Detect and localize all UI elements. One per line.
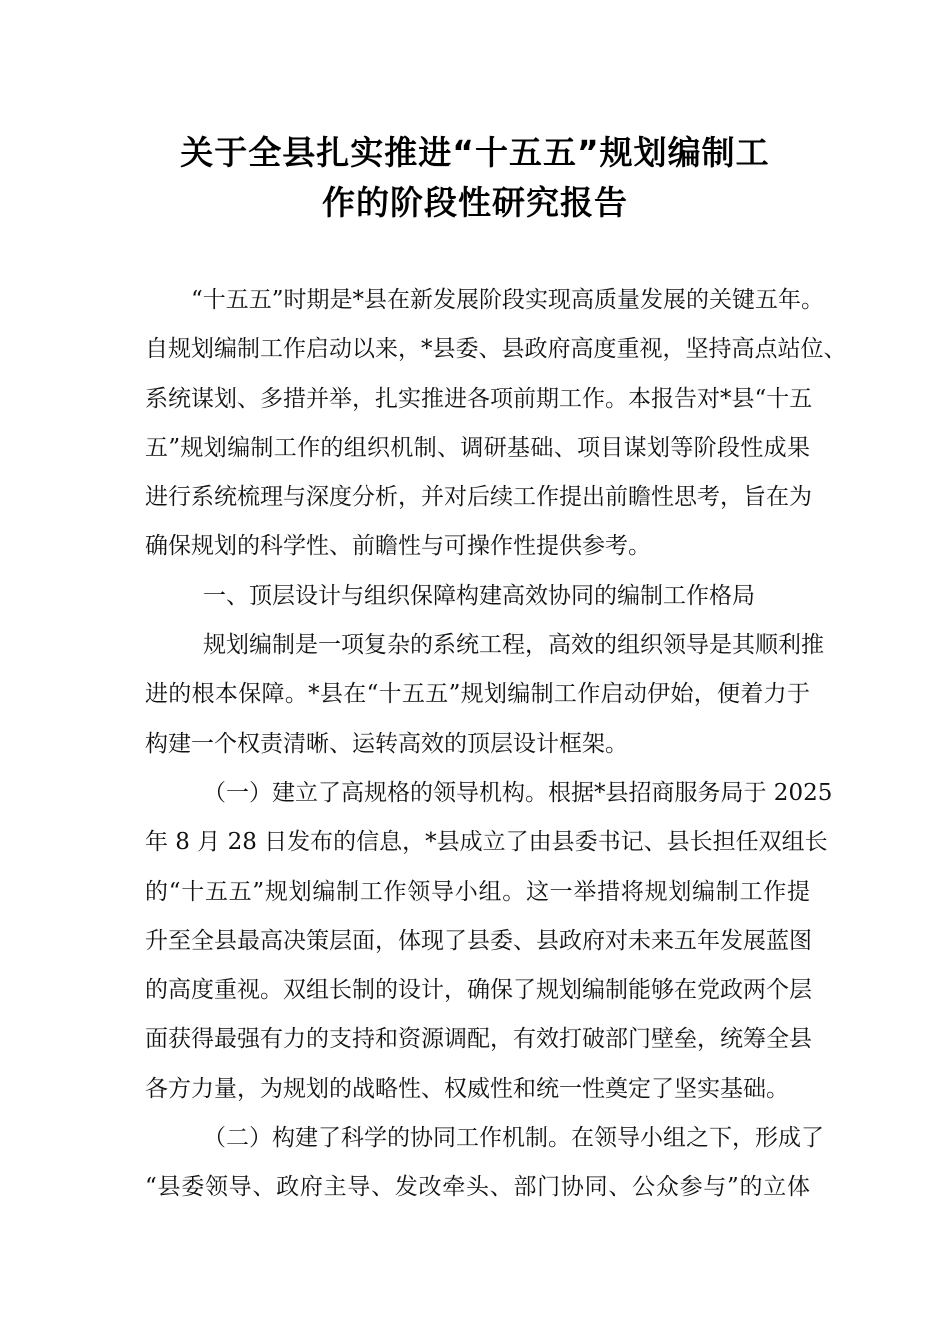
- paragraph-subsection1-line: 面获得最强有力的支持和资源调配，有效打破部门壁垒，统筹全县: [145, 1026, 812, 1053]
- paragraph-subsection1-line: 升至全县最高决策层面，体现了县委、县政府对未来五年发展蓝图: [145, 927, 812, 954]
- title-line-1: 关于全县扎实推进“十五五”规划编制工: [180, 133, 770, 172]
- paragraph-section1-line: 构建一个权责清晰、运转高效的顶层设计框架。: [145, 730, 628, 757]
- document-body: [145, 276, 847, 1213]
- title-line-2: 作的阶段性研究报告: [322, 183, 628, 222]
- paragraph-subsection1-line: （一）建立了高规格的领导机构。根据*县招商服务局于 2025: [203, 779, 833, 806]
- section-heading-1: 一、顶层设计与组织保障构建高效协同的编制工作格局: [203, 582, 755, 609]
- document-title: [140, 128, 810, 228]
- paragraph-subsection2-line: “县委领导、政府主导、发改牵头、部门协同、公众参与”的立体: [145, 1174, 810, 1201]
- paragraph-subsection2-line: （二）构建了科学的协同工作机制。在领导小组之下，形成了: [203, 1125, 824, 1152]
- paragraph-intro-line: 确保规划的科学性、前瞻性与可操作性提供参考。: [145, 533, 651, 560]
- paragraph-intro-line: 进行系统梳理与深度分析，并对后续工作提出前瞻性思考，旨在为: [145, 484, 812, 511]
- paragraph-subsection1-line: 的高度重视。双组长制的设计，确保了规划编制能够在党政两个层: [145, 977, 812, 1004]
- paragraph-intro-line: “十五五”时期是*县在新发展阶段实现高质量发展的关键五年。: [191, 287, 825, 313]
- paragraph-intro-line: 系统谋划、多措并举，扎实推进各项前期工作。本报告对*县“十五: [145, 385, 813, 412]
- paragraph-section1-line: 规划编制是一项复杂的系统工程，高效的组织领导是其顺利推: [203, 632, 824, 659]
- paragraph-section1-line: 进的根本保障。*县在“十五五”规划编制工作启动伊始，便着力于: [145, 681, 810, 708]
- paragraph-intro-line: 五”规划编制工作的组织机制、调研基础、项目谋划等阶段性成果: [145, 434, 810, 461]
- paragraph-intro-line: 自规划编制工作启动以来，*县委、县政府高度重视，坚持高点站位、: [145, 336, 847, 363]
- paragraph-subsection1-line: 年 8 月 28 日发布的信息，*县成立了由县委书记、县长担任双组长: [145, 829, 828, 856]
- paragraph-subsection1-line: 各方力量，为规划的战略性、权威性和统一性奠定了坚实基础。: [145, 1075, 789, 1102]
- paragraph-subsection1-line: 的“十五五”规划编制工作领导小组。这一举措将规划编制工作提: [145, 878, 810, 905]
